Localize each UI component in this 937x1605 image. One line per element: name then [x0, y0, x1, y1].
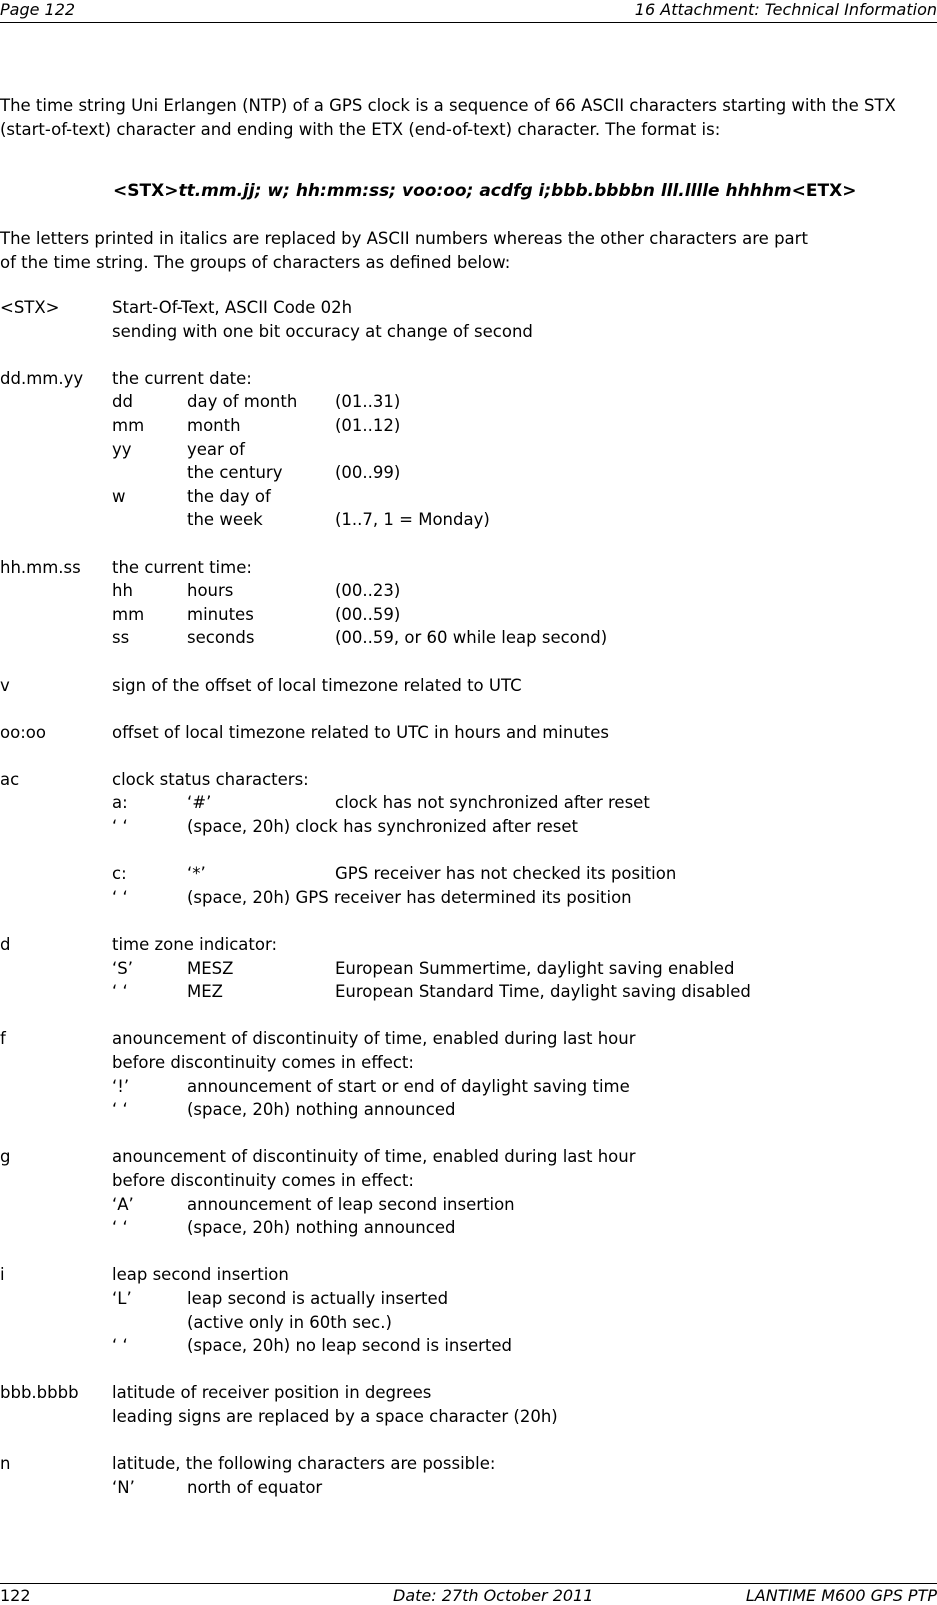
definition-row	[0, 1006, 937, 1030]
definition-detail: leap second is actually inserted	[187, 1288, 449, 1308]
definition-detail: the century	[187, 463, 283, 483]
definition-row	[0, 628, 937, 652]
definition-row	[0, 770, 937, 794]
definition-text: latitude of receiver position in degrees	[112, 1383, 432, 1403]
definition-text: a:	[112, 793, 128, 813]
definition-value: (01..31)	[335, 392, 401, 412]
definition-row	[0, 1431, 937, 1455]
definition-value: (00..99)	[335, 463, 401, 483]
definition-row	[0, 1383, 937, 1407]
definition-term: d	[0, 935, 11, 955]
definition-text: sending with one bit occuracy at change of second	[112, 321, 533, 341]
definition-row	[0, 298, 937, 322]
definition-term: g	[0, 1147, 11, 1167]
definition-text: yy	[112, 439, 132, 459]
definition-detail: announcement of leap second insertion	[187, 1194, 515, 1214]
time-string-format	[113, 181, 856, 201]
definition-detail: minutes	[187, 604, 254, 624]
definition-text: clock status characters:	[112, 769, 309, 789]
definition-detail: seconds	[187, 628, 255, 648]
definition-row	[0, 1053, 937, 1077]
definition-term: hh.mm.ss	[0, 557, 81, 577]
definition-text: mm	[112, 415, 145, 435]
definition-row	[0, 1360, 937, 1384]
definition-value: GPS receiver has not checked its position	[335, 864, 677, 884]
definition-row	[0, 1171, 937, 1195]
definition-row	[0, 1289, 937, 1313]
definition-row	[0, 1407, 937, 1431]
explanation-line-1: The letters printed in italics are replaced by ASCII numbers whereas the other characters are part	[0, 229, 808, 248]
definition-text: c:	[112, 864, 127, 884]
intro-line-1: The time string Uni Erlangen (NTP) of a GPS clock is a sequence of 66 ASCII characters starting with the STX	[0, 96, 896, 115]
definition-row	[0, 1478, 937, 1502]
definition-row	[0, 911, 937, 935]
definition-value: (1..7, 1 = Monday)	[335, 510, 490, 530]
definition-term: v	[0, 675, 10, 695]
definition-text: before discontinuity comes in effect:	[112, 1053, 414, 1072]
definition-row	[0, 1242, 937, 1266]
definition-term: f	[0, 1029, 6, 1049]
definition-text: time zone indicator:	[112, 935, 278, 955]
definition-text: ‘ ‘	[112, 1100, 128, 1120]
definition-row	[0, 1336, 937, 1360]
page-header	[0, 0, 937, 23]
definition-row	[0, 841, 937, 865]
definition-text: ‘S’	[112, 958, 133, 978]
definition-row	[0, 558, 937, 582]
definition-row	[0, 1195, 937, 1219]
definition-row	[0, 1313, 937, 1337]
definition-text: sign of the offset of local timezone related to UTC	[112, 675, 522, 695]
definition-text: dd	[112, 392, 133, 412]
definition-value: European Summertime, daylight saving enabled	[335, 958, 735, 978]
definition-detail: MESZ	[187, 958, 234, 978]
definition-row	[0, 959, 937, 983]
header-chapter-title: 16 Attachment: Technical Information	[634, 0, 937, 19]
format-stx: <STX>	[113, 181, 179, 201]
definition-term: oo:oo	[0, 722, 46, 742]
definition-row	[0, 1454, 937, 1478]
definition-row	[0, 1029, 937, 1053]
definition-row	[0, 369, 937, 393]
definition-detail: the week	[187, 510, 263, 530]
definition-value: European Standard Time, daylight saving disabled	[335, 982, 751, 1002]
definition-row	[0, 817, 937, 841]
definition-row	[0, 723, 937, 747]
definition-term: n	[0, 1454, 11, 1474]
definition-text: the current time:	[112, 557, 252, 577]
definition-text: ‘ ‘	[112, 1336, 128, 1356]
definition-detail: (space, 20h) nothing announced	[187, 1218, 456, 1238]
definition-detail: day of month	[187, 392, 298, 412]
definition-row	[0, 652, 937, 676]
definition-detail: hours	[187, 581, 234, 601]
definition-text: anouncement of discontinuity of time, enabled during last hour	[112, 1029, 636, 1049]
definition-row	[0, 605, 937, 629]
definition-detail: month	[187, 415, 241, 435]
definition-row	[0, 1265, 937, 1289]
definition-text: latitude, the following characters are possible:	[112, 1454, 496, 1474]
definition-row	[0, 888, 937, 912]
definition-row	[0, 982, 937, 1006]
definition-value: (01..12)	[335, 415, 401, 435]
definition-row	[0, 322, 937, 346]
definition-row	[0, 1100, 937, 1124]
definition-value: (00..23)	[335, 581, 401, 601]
definition-row	[0, 746, 937, 770]
definition-text: ‘ ‘	[112, 817, 128, 837]
definition-term: bbb.bbbb	[0, 1383, 79, 1403]
definition-value: (00..59)	[335, 604, 401, 624]
definition-row	[0, 1147, 937, 1171]
definition-row	[0, 463, 937, 487]
footer-page-number: 122	[0, 1586, 31, 1605]
definition-row	[0, 793, 937, 817]
explanation-line-2: of the time string. The groups of characters as defined below:	[0, 253, 511, 272]
definition-text: ‘!’	[112, 1076, 130, 1096]
definition-detail: MEZ	[187, 982, 223, 1002]
definition-text: ‘L’	[112, 1288, 132, 1308]
definition-term: dd.mm.yy	[0, 368, 84, 388]
definition-row	[0, 1124, 937, 1148]
definition-detail: (active only in 60th sec.)	[187, 1312, 392, 1332]
intro-line-2: (start-of-text) character and ending with the ETX (end-of-text) character. The format is:	[0, 120, 721, 139]
definition-detail: ‘*’	[187, 864, 206, 884]
definition-text: anouncement of discontinuity of time, enabled during last hour	[112, 1147, 636, 1167]
definition-detail: (space, 20h) nothing announced	[187, 1100, 456, 1120]
definition-list	[0, 298, 937, 1501]
explanation-paragraph	[0, 227, 937, 275]
definition-detail: (space, 20h) no leap second is inserted	[187, 1336, 513, 1356]
definition-text: ‘A’	[112, 1194, 134, 1214]
definition-row	[0, 440, 937, 464]
definition-text: Start-Of-Text, ASCII Code 02h	[112, 298, 353, 317]
definition-text: w	[112, 486, 126, 506]
footer-date: Date: 27th October 2011	[393, 1586, 594, 1605]
definition-text: ‘ ‘	[112, 982, 128, 1002]
definition-text: the current date:	[112, 368, 252, 388]
definition-value: clock has not synchronized after reset	[335, 793, 650, 813]
definition-text: offset of local timezone related to UTC in hours and minutes	[112, 722, 610, 742]
definition-detail: ‘#’	[187, 793, 212, 813]
definition-row	[0, 1077, 937, 1101]
intro-paragraph	[0, 94, 937, 142]
definition-text: ‘N’	[112, 1477, 135, 1497]
format-body: tt.mm.jj; w; hh:mm:ss; voo:oo; acdfg i;bbb.bbbbn lll.lllle hhhhm	[178, 181, 792, 201]
definition-detail: (space, 20h) GPS receiver has determined its position	[187, 887, 632, 907]
definition-row	[0, 864, 937, 888]
definition-text: ss	[112, 628, 130, 648]
definition-text: hh	[112, 581, 133, 601]
definition-text: leading signs are replaced by a space character (20h)	[112, 1406, 558, 1426]
definition-row	[0, 416, 937, 440]
definition-row	[0, 534, 937, 558]
definition-row	[0, 392, 937, 416]
definition-detail: (space, 20h) clock has synchronized after reset	[187, 817, 579, 837]
format-etx: <ETX>	[791, 181, 857, 201]
header-page-number: Page 122	[0, 0, 76, 19]
definition-term: ac	[0, 769, 20, 789]
definition-term: i	[0, 1265, 5, 1285]
definition-term: <STX>	[0, 298, 60, 317]
definition-detail: north of equator	[187, 1477, 323, 1497]
definition-row	[0, 510, 937, 534]
definition-row	[0, 935, 937, 959]
definition-value: (00..59, or 60 while leap second)	[335, 628, 608, 648]
definition-detail: announcement of start or end of daylight saving time	[187, 1076, 630, 1096]
definition-row	[0, 345, 937, 369]
definition-row	[0, 581, 937, 605]
definition-text: mm	[112, 604, 145, 624]
definition-detail: year of	[187, 439, 245, 459]
definition-row	[0, 676, 937, 700]
footer-product-name: LANTIME M600 GPS PTP	[745, 1586, 937, 1605]
definition-detail: the day of	[187, 486, 271, 506]
definition-text: ‘ ‘	[112, 887, 128, 907]
definition-text: leap second insertion	[112, 1265, 289, 1285]
definition-text: before discontinuity comes in effect:	[112, 1170, 414, 1190]
definition-text: ‘ ‘	[112, 1218, 128, 1238]
definition-row	[0, 699, 937, 723]
page-footer	[0, 1583, 937, 1605]
definition-row	[0, 487, 937, 511]
definition-row	[0, 1218, 937, 1242]
